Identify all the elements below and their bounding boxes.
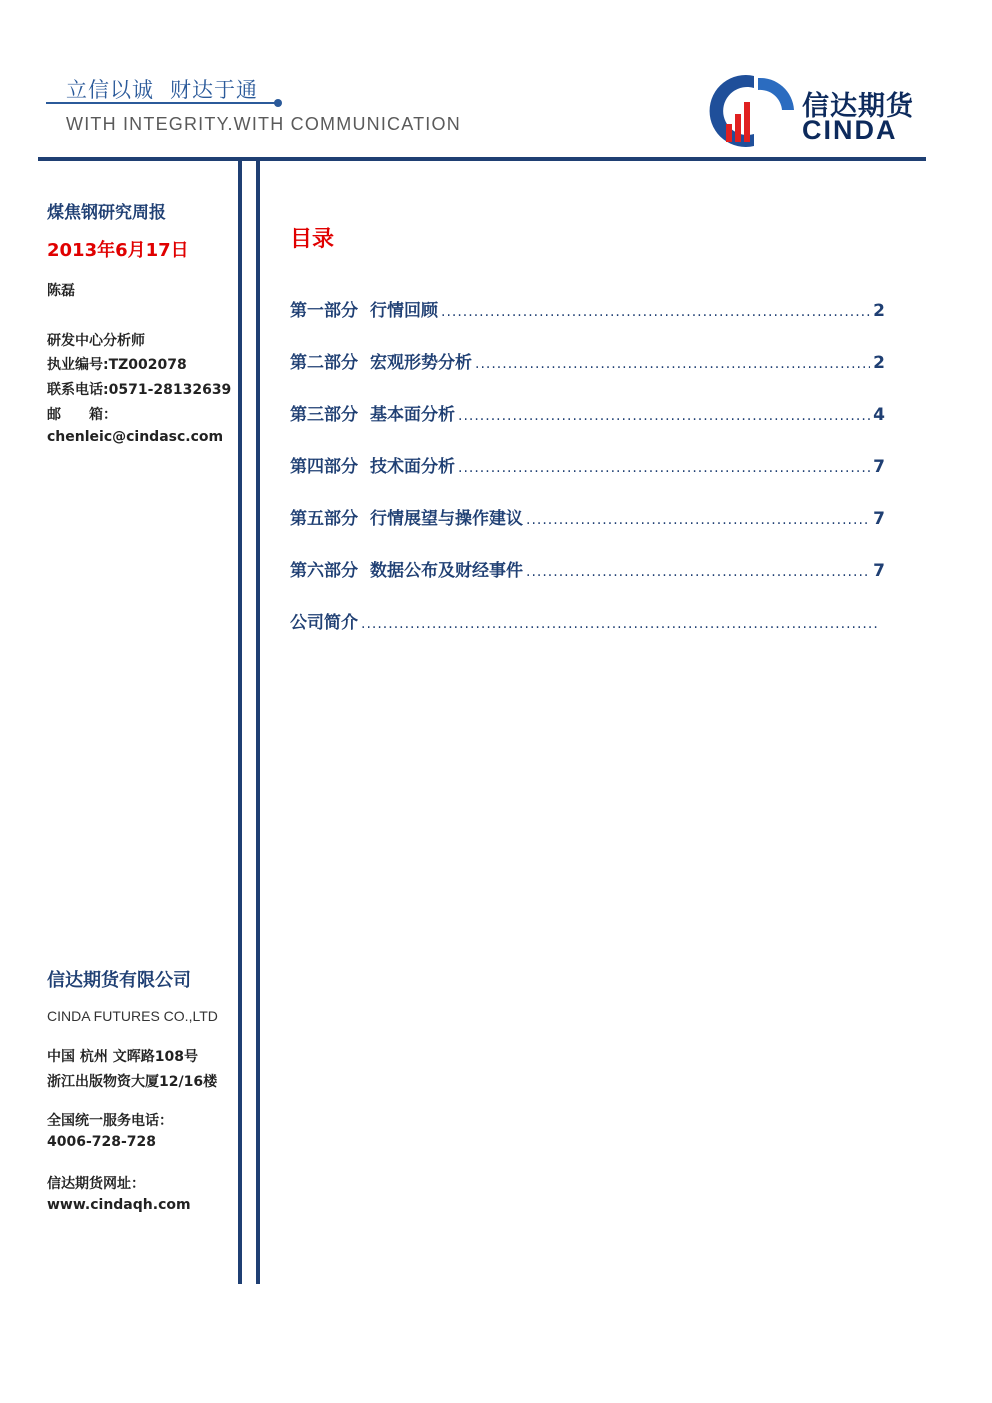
company-name-cn: 信达期货有限公司 bbox=[47, 970, 191, 991]
toc-leader-dots bbox=[475, 356, 870, 372]
slogan-part-1: 立信以诚 bbox=[66, 78, 154, 102]
slogan-part-2: 财达于通 bbox=[170, 78, 258, 102]
toc-part-label: 第二部分 bbox=[290, 353, 358, 373]
website-link[interactable]: www.cindaqh.com bbox=[47, 1197, 191, 1213]
toc-item[interactable] bbox=[290, 504, 885, 532]
analyst-name: 陈磊 bbox=[47, 283, 75, 299]
toc-item[interactable] bbox=[290, 452, 885, 480]
toc-leader-dots bbox=[458, 460, 870, 476]
email-label: 邮 箱： bbox=[47, 407, 117, 423]
toc-page-number: 7 bbox=[873, 561, 885, 581]
address-line-2: 浙江出版物资大厦12/16楼 bbox=[47, 1074, 218, 1090]
logo-english-text: CINDA bbox=[802, 115, 898, 145]
toc-page-number: 2 bbox=[873, 353, 885, 373]
toc-page-number: 7 bbox=[873, 457, 885, 477]
toc-section-title: 技术面分析 bbox=[370, 457, 455, 477]
report-title: 煤焦钢研究周报 bbox=[47, 203, 166, 223]
toc-part-label: 第六部分 bbox=[290, 561, 358, 581]
toc-page-number: 7 bbox=[873, 509, 885, 529]
analyst-role: 研发中心分析师 bbox=[47, 333, 145, 349]
toc-section-title: 基本面分析 bbox=[370, 405, 455, 425]
address-line-1: 中国 杭州 文晖路108号 bbox=[47, 1049, 198, 1065]
toc-leader-dots bbox=[526, 512, 870, 528]
toc-section-title: 数据公布及财经事件 bbox=[370, 561, 523, 581]
header-divider bbox=[38, 157, 926, 161]
toc-title: 目录 bbox=[290, 227, 335, 252]
toc-section-title: 宏观形势分析 bbox=[370, 353, 472, 373]
toc-part-label: 第三部分 bbox=[290, 405, 358, 425]
slogan-english: WITH INTEGRITY.WITH COMMUNICATION bbox=[66, 114, 461, 134]
license-number: 执业编号:TZ002078 bbox=[47, 357, 187, 373]
report-date: 2013年6月17日 bbox=[47, 240, 189, 261]
toc-item[interactable] bbox=[290, 348, 885, 376]
toc-leader-dots bbox=[361, 616, 879, 632]
company-name-en: CINDA FUTURES CO.,LTD bbox=[47, 1008, 218, 1024]
toc-part-label: 第五部分 bbox=[290, 509, 358, 529]
toc-item[interactable] bbox=[290, 556, 885, 584]
toc-page-number: 4 bbox=[873, 405, 885, 425]
toc-leader-dots bbox=[526, 564, 870, 580]
toc-item[interactable] bbox=[290, 608, 882, 636]
toc-section-title: 行情展望与操作建议 bbox=[370, 509, 523, 529]
slogan-underline bbox=[46, 102, 278, 104]
slogan-chinese bbox=[66, 74, 258, 104]
toc-leader-dots bbox=[458, 408, 870, 424]
toc-item[interactable] bbox=[290, 296, 885, 324]
toc-page-number: 2 bbox=[873, 301, 885, 321]
contact-phone: 联系电话:0571-28132639 bbox=[47, 382, 232, 398]
website-label: 信达期货网址： bbox=[47, 1176, 145, 1192]
email-address[interactable]: chenleic@cindasc.com bbox=[47, 429, 224, 445]
sidebar-divider-left bbox=[238, 157, 242, 1284]
sidebar-divider-right bbox=[256, 157, 260, 1284]
toc-leader-dots bbox=[441, 304, 870, 320]
toc-section-title: 公司简介 bbox=[290, 613, 358, 633]
slogan-underline-dot bbox=[274, 99, 282, 107]
hotline-label: 全国统一服务电话： bbox=[47, 1113, 173, 1129]
hotline-number: 4006-728-728 bbox=[47, 1134, 157, 1150]
logo-chinese-text: 信达期货 bbox=[802, 91, 914, 122]
toc-part-label: 第四部分 bbox=[290, 457, 358, 477]
toc-section-title: 行情回顾 bbox=[370, 301, 438, 321]
toc-part-label: 第一部分 bbox=[290, 301, 358, 321]
toc-item[interactable] bbox=[290, 400, 885, 428]
